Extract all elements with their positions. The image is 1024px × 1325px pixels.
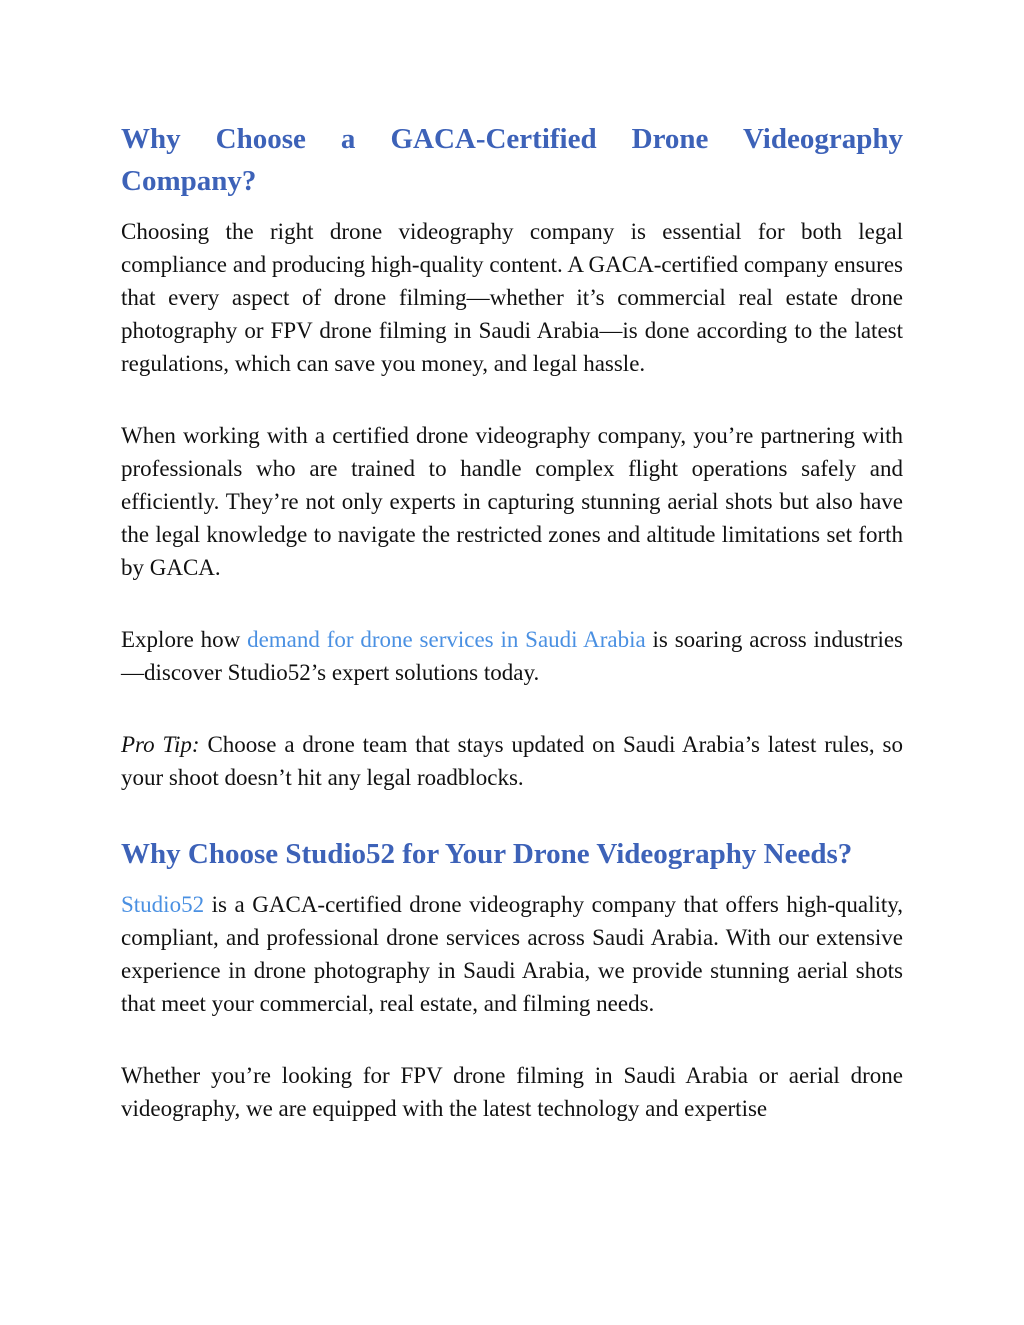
paragraph-whether: Whether you’re looking for FPV drone filming in Saudi Arabia or aerial drone videography, we are equipped with the latest technology and expertise [121, 1063, 903, 1121]
studio52-intro-text: is a GACA-certified drone videography company that offers high-quality, compliant, and professional drone services across Saudi Arabia. With our extensive experience in drone photography in Saudi Arabia, we provide stunning aerial shots that meet your commercial, real estate, and filming needs. [121, 892, 903, 1016]
document-page [121, 118, 903, 1125]
paragraph-working: When working with a certified drone videography company, you’re partnering with professionals who are trained to handle complex flight operations safely and efficiently. They’re not only experts in capturing stunning aerial shots but also have the legal knowledge to navigate the restricted zones and altitude limitations set forth by GACA. [121, 423, 903, 580]
paragraph-choosing: Choosing the right drone videography company is essential for both legal compliance and producing high-quality content. A GACA-certified company ensures that every aspect of drone filming—whether it’s commercial real estate drone photography or FPV drone filming in Saudi Arabia—is done according to the latest regulations, which can save you money, and legal hassle. [121, 219, 903, 376]
section-heading-studio52: Why Choose Studio52 for Your Drone Videography Needs? [121, 838, 853, 870]
paragraph-studio52-intro [121, 888, 903, 1020]
section-heading-gaca: Why Choose a GACA-Certified Drone Videography Company? [121, 123, 903, 197]
studio52-link[interactable]: Studio52 [121, 892, 205, 917]
pro-tip-text: Choose a drone team that stays updated on Saudi Arabia’s latest rules, so your shoot doesn’t hit any legal roadblocks. [121, 732, 903, 790]
pro-tip-label: Pro Tip: [121, 732, 200, 757]
paragraph-explore [121, 623, 903, 689]
paragraph-pro-tip [121, 728, 903, 794]
explore-text-after: is soaring across industries—discover Studio52’s expert solutions today. [121, 627, 903, 685]
explore-text-before: Explore how [121, 627, 248, 652]
demand-drone-services-link[interactable]: demand for drone services in Saudi Arabia [247, 627, 646, 652]
